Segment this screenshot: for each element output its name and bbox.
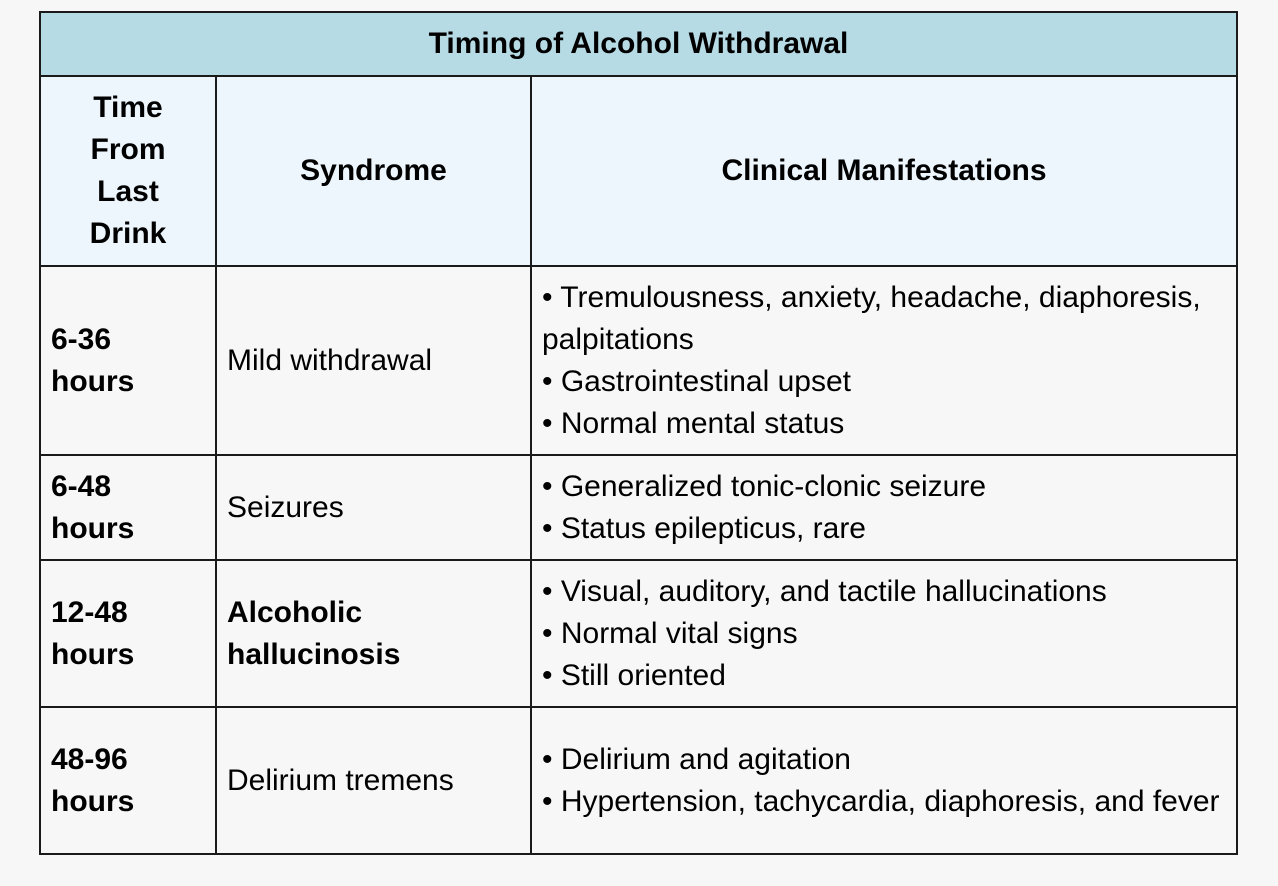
manifestation-item: • Delirium and agitation (542, 742, 851, 776)
table-row (40, 707, 1237, 854)
manifestation-item: • Generalized tonic-clonic seizure (542, 469, 987, 503)
manifestation-item: • Status epilepticus, rare (542, 511, 866, 545)
time-cell: 6-36 hours (40, 266, 216, 455)
syndrome-cell: Seizures (216, 455, 531, 560)
manifestations-cell (531, 455, 1237, 560)
time-cell: 6-48 hours (40, 455, 216, 560)
withdrawal-timing-table (39, 11, 1238, 855)
manifestation-item: • Tremulousness, anxiety, headache, diaphoresis, palpitations (542, 280, 1201, 356)
manifestation-item: • Visual, auditory, and tactile hallucinations (542, 574, 1107, 608)
header-syndrome: Syndrome (216, 76, 531, 266)
table-header-row (40, 76, 1237, 266)
header-time: Time From Last Drink (40, 76, 216, 266)
manifestation-item: • Gastrointestinal upset (542, 364, 851, 398)
withdrawal-timing-table-container (39, 11, 1236, 855)
syndrome-cell: Alcoholic hallucinosis (216, 560, 531, 707)
time-cell: 48-96 hours (40, 707, 216, 854)
table-row (40, 266, 1237, 455)
syndrome-cell: Mild withdrawal (216, 266, 531, 455)
syndrome-cell: Delirium tremens (216, 707, 531, 854)
manifestations-cell (531, 707, 1237, 854)
table-row (40, 455, 1237, 560)
manifestation-item: • Normal vital signs (542, 616, 798, 650)
table-title-row (40, 12, 1237, 76)
manifestation-item: • Still oriented (542, 658, 726, 692)
time-cell: 12-48 hours (40, 560, 216, 707)
manifestations-cell (531, 560, 1237, 707)
manifestations-cell (531, 266, 1237, 455)
header-manifestations: Clinical Manifestations (531, 76, 1237, 266)
manifestation-item: • Hypertension, tachycardia, diaphoresis, and fever (542, 784, 1220, 818)
table-row (40, 560, 1237, 707)
manifestation-item: • Normal mental status (542, 406, 845, 440)
table-title: Timing of Alcohol Withdrawal (40, 12, 1237, 76)
